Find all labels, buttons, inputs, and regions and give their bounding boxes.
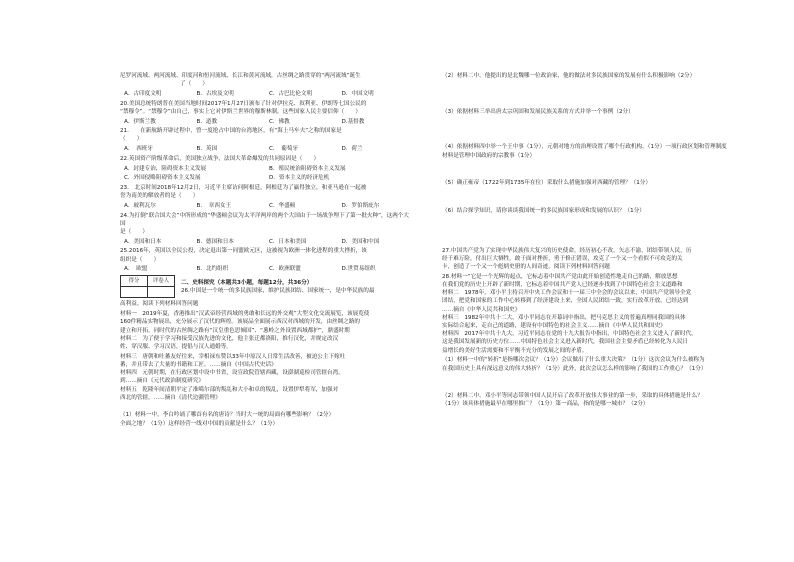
q26-sub4 xyxy=(442,143,747,159)
q28-sub2 xyxy=(442,392,747,408)
q21-line1: 21. 在新航路开辟过程中，曾一度抢占中国的台湾地区，有“海上马车夫”之称的国家是 xyxy=(120,128,342,135)
q28-mat4-line2: 这是我国发展新的历史方位……中国特色社会主义进入新时代，我国社会主要矛盾已经转化为人民日 xyxy=(442,339,689,346)
q23-stem xyxy=(120,184,410,200)
q19-option-d: D．中国文明 xyxy=(341,90,374,97)
q19-stem xyxy=(120,72,410,88)
score-cell: 得分 xyxy=(121,276,148,287)
q28-mat3-line2: 实际结合起来，走自己的道路，建设有中国特色的社会主义……摘自《中华人民共和国史》 xyxy=(442,323,666,330)
q28-mat4-line1: 材料四 2017年中共十九大，习近平同志在党的十九大报告中指出，中国特色社会主义进入了新时代， xyxy=(442,331,697,338)
q24-line1: 24.为打倒“联合国大会”中所形成的“华盛顿会议为太平洋两岸的两个大国由于一场战争埋下了第一批火种”，这两个大国 xyxy=(120,212,409,227)
material-3-5 xyxy=(120,353,410,402)
section2-subtitle: 26.中国是一个统一的多民族国家，维护民族团结、国家统一，是中华民族的最 xyxy=(181,287,375,294)
q28-sub1-line1: （1）材料一中的“转折”是指哪次会议？（1分）会议做出了什么重大决策？（1分）这次会议为什么被称为 xyxy=(442,357,705,364)
q21-option-c: C． 葡萄牙 xyxy=(269,146,299,153)
q25-stem xyxy=(120,247,410,263)
q26-sub5: （5）确正雍帝（1722年到1735年在位）采取什么措施加强对西藏的管理？（1分） xyxy=(442,180,651,187)
q19-line1: 尼罗河流域、两河流域、印度河和恒河流域、长江和黄河流域，古丝绸之路贯穿的“两河流域”诞生 xyxy=(120,73,361,79)
q19-options xyxy=(120,90,410,98)
q25-option-a: A． 欧盟 xyxy=(124,266,148,273)
q23-line1: 23. 北京时间2018年12月2日，习近平主席访问阿根廷，阿根廷为了赢得独立，和亚马逊在一起被 xyxy=(120,184,367,191)
q27-line1: 27.中国共产党为了实现中华民族伟大复兴的历史使命，经历初心不改，矢志不渝，团结带领人民，历 xyxy=(442,247,692,254)
q24-option-c: C．日本和美国 xyxy=(269,238,307,245)
score-table xyxy=(120,275,175,298)
mat5-line2: 西北的管辖。……摘自《清代边疆管理》 xyxy=(120,394,221,401)
q20-line1: 20.美国总统特朗普在美国当地时间2017年1月27日颁布了针对伊拉克、叙利亚、伊朗等七国公民的 xyxy=(120,100,367,107)
q23-option-d: D．罗伯斯庇尔 xyxy=(341,202,380,209)
q20-option-d: D.基督教 xyxy=(341,118,365,125)
q23-options xyxy=(120,202,410,210)
q28-mat2-line1: 材料二 1978年，邓小平主持召开中央工作会议和十一届三中全会的会议以来，中国共产党领导全党 xyxy=(442,290,692,297)
q19-option-a: A．古印度文明 xyxy=(124,90,162,97)
q24-option-b: B．德国和日本 xyxy=(196,238,234,245)
q28-mat2-line2: 团结，把党和国家的工作中心转移到了经济建设上来，全国人民团结一致，实行改革开放，已经达到 xyxy=(442,298,689,305)
grader-cell: 评卷人 xyxy=(148,276,175,287)
q23-option-a: A．玻利瓦尔 xyxy=(124,202,156,209)
q20-option-c: C．佛教 xyxy=(269,118,290,125)
section2-header xyxy=(120,275,410,298)
q28-sub2-line1: （2）材料二中，邓小平等同志带领中国人民开启了改革开放伟大事业的第一步，采取的具体措施是什么？ xyxy=(442,393,703,400)
right-column xyxy=(442,72,747,410)
q20-line2: “禁穆令”。“禁穆令”由自己，事实上它对伊斯兰世界的穆斯林制，这些国家人民主要信仰（ ） xyxy=(120,108,361,115)
section2-heading xyxy=(181,279,375,295)
q21-line2: （ ） xyxy=(120,136,143,143)
q26-sub6: （6）结合探学知识，请你谈谈我国统一的多民族国家形成和发展的认识？（1分） xyxy=(442,208,645,215)
mat1-line1: 材料一 2019年夏，香港推出“汉武帝经营西域的勇敢和长远的外交观”大型文化交流展览，该展览使 xyxy=(120,311,370,318)
q25-line2: 组织是（ ） xyxy=(120,256,160,263)
q26-sub4-line2: 材料是管理中国政府的宗教事（1分） xyxy=(442,152,536,159)
q21-stem xyxy=(120,127,410,143)
section2-subtitle-cont: 高利益。阅读下列材料回答问题 xyxy=(120,301,199,308)
q21-option-a: A． 西班牙 xyxy=(124,146,153,153)
q23-option-c: C．华盛顿 xyxy=(269,202,296,209)
q20-option-a: A．伊斯兰教 xyxy=(124,118,156,125)
material-1-2 xyxy=(120,310,410,351)
q28-mat1-line2: 在我们党的历史上开辟了新时期，它标志着中国共产党人已经逐步找到了中国特色社会主义道路和 xyxy=(442,282,683,289)
q28-mat3-line1: 材料三 1982年中共十二大，邓小平同志在开幕词中指出，把马克思主义的普遍真理同我国的具体 xyxy=(442,314,686,321)
q25-option-b: B．北约组织 xyxy=(196,266,229,273)
q28-materials xyxy=(442,273,747,355)
q24-option-a: A．美国和日本 xyxy=(124,238,162,245)
q19-option-c: C．古巴比伦文明 xyxy=(269,90,313,97)
q27-line2: 经千难万险，付出巨大牺牲，敢于面对挫折，勇于修正错误，攻克了一个又一个看似不可攻克的关 xyxy=(442,255,683,262)
q24-line2: 是（ ） xyxy=(120,228,148,235)
q28-mat4-line3: 益增长的美好生活需要和不平衡不充分的发展之间的矛盾。 xyxy=(442,347,588,354)
q22-option-a: A．封建专治，阻碍资本主义发展 xyxy=(124,165,207,172)
q20-option-b: B．道教 xyxy=(196,118,218,125)
q26-sub1-line2: 全面之地？（1分）这样经营一线对中国的贡献是什么？（1分） xyxy=(120,420,279,427)
q28-sub1-line2: 在我国历史上具有深远意义的伟大转折？（1分）此外，此次会议怎么样的影响了我国的工作重心？（1分） xyxy=(442,365,707,372)
grader-blank[interactable] xyxy=(148,287,175,298)
q23-option-b: B． 章西女王 xyxy=(196,202,232,209)
q25-option-d: D.世贸易组织 xyxy=(341,266,376,273)
q22-stem xyxy=(120,155,410,163)
mat5-line1: 材料五 乾隆年间清朝平定了准噶尔部的叛乱和大小和卓的叛乱，设置伊犁将军，加强对 xyxy=(120,386,339,393)
q26-sub2: （2）材料二中，他提出的是北魏哪一位政治家，他的做法对多民族国家的发展有什么积极影响（2分） xyxy=(442,73,696,79)
mat1-line2: 160件精品实物展出，充分展示了汉代的辉煌。该展品全面展示西汉对西域的开发，由丝绸之路的 xyxy=(120,319,361,326)
mat3-line2: 蕃，并且带去了大量的书籍和工匠。……摘自《中国古代史话》 xyxy=(120,361,277,368)
mat2-line2: 姓、穿汉服、学习汉语，提倡与汉人通婚等。 xyxy=(120,343,232,350)
q25-line1: 25.2016年，英国以全民公投，决定退出第一同盟欧元区，这被视为欧洲一体化进程的重大挫折，该 xyxy=(120,248,367,255)
q22-options-cd xyxy=(120,174,410,182)
q27-line3: 卡，创造了一个又一个彪炳史册的人间奇迹。阅读下列材料回答问题 xyxy=(442,264,610,271)
q21-option-d: D．荷兰 xyxy=(341,146,363,153)
q25-options xyxy=(120,265,410,273)
q22-options-ab xyxy=(120,165,410,173)
mat4-line2: 到……摘自《元代政治制度研究》 xyxy=(120,378,204,385)
section2-title: 二、史料探究（本题共3小题，每题12分，共36分） xyxy=(181,279,313,286)
q27-intro xyxy=(442,247,747,272)
q22-line1: 22.英国资产阶级革命后，美国独立战争，法国大革命爆发的共同原因是（ ） xyxy=(120,155,320,162)
q28-mat2-source: ……摘自《中华人民共和国史》 xyxy=(442,306,521,313)
q23-line2: 誉为南美的解放者的是（ ） xyxy=(120,193,199,200)
q28-mat1-line1: 28.材料一“它是一个光辉的起点，它标志着中国共产党由此开始创造性地走自己的路，解放思想 xyxy=(442,273,678,280)
mat1-line3: 建立和开拓。同时代的古丝绸之路有“汉皇重色思倾国”、“葱岭之外设置西域都护”，鼎盛时期 xyxy=(120,327,350,334)
q19-line2: 了（ ） xyxy=(180,81,208,88)
q22-option-c: C．外国侵略阻碍资本主义发展 xyxy=(124,175,201,182)
mat2-line1: 材料二 为了便于学习和接受汉族先进的文化，他主张迁都洛阳，推行汉化，并规定改汉 xyxy=(120,335,339,342)
q26-sub1-line1: （1）材料一中，李白吟诵了哪首有名的唐诗？当时大一统的局面有哪些影响？（2分） xyxy=(120,412,335,419)
q20-options xyxy=(120,118,410,126)
q21-option-b: B．英国 xyxy=(196,146,218,153)
mat4-line1: 材料四 元朝时期，在行政区划中设中书省，设宣政院管辖西藏，设澎湖巡检司管辖台湾， xyxy=(120,370,344,377)
q24-options xyxy=(120,238,410,246)
q28-sub2-line2: （1分）该具体措施最早在哪里推广？（1分）第一商品，指的是哪一城市？（2分） xyxy=(442,401,649,408)
q22-option-b: B．殖民统治阻碍资本主义发展 xyxy=(269,165,346,172)
q19-option-b: B．古埃及文明 xyxy=(196,90,234,97)
q26-sub3: （3）依据材料三举出唐太宗巩固和发展民族关系的方式并举一个事例（2分） xyxy=(442,108,634,115)
q21-options xyxy=(120,145,410,153)
q26-sub1 xyxy=(120,411,410,427)
score-blank[interactable] xyxy=(121,287,148,298)
q26-sub4-line1: （4）依据材料四中举一个王中事（1分），元朝对地方的治理设置了哪个行政机构，（1分）一项行政区划和管理制度 xyxy=(442,144,727,151)
q24-option-d: D．美国和中国 xyxy=(341,238,380,245)
left-column xyxy=(120,72,410,429)
q24-stem xyxy=(120,212,410,237)
q22-option-d: D．资本主义的经济危机 xyxy=(269,175,330,182)
q20-stem xyxy=(120,100,410,116)
q28-sub1 xyxy=(442,356,747,372)
q25-option-c: C．欧洲联盟 xyxy=(269,266,301,273)
mat3-line1: 材料三 唐朝和吐蕃友好往来，宰相禄东赞以33年中原汉人日常生活改善，被迫公主下嫁吐 xyxy=(120,353,346,360)
